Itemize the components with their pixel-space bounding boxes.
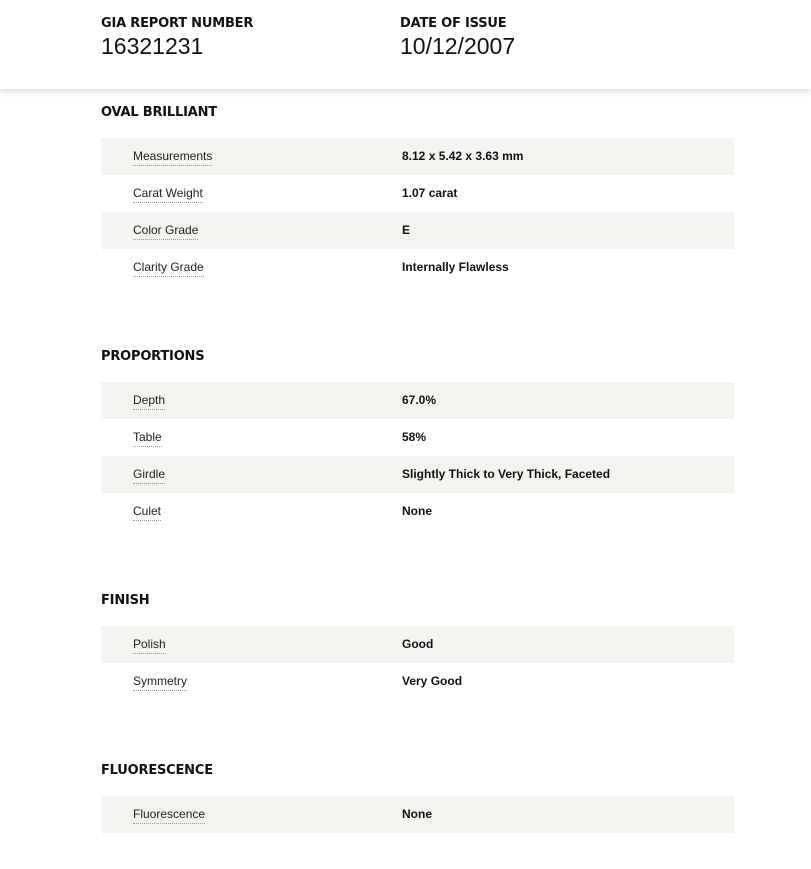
row-value: Internally Flawless xyxy=(402,260,509,274)
row-value: Good xyxy=(402,637,434,651)
row-label[interactable]: Depth xyxy=(133,393,165,410)
table-row xyxy=(101,456,734,493)
row-label[interactable]: Carat Weight xyxy=(133,186,203,203)
row-label[interactable]: Girdle xyxy=(133,467,165,484)
section-title-fluorescence: FLUORESCENCE xyxy=(101,763,213,778)
row-value: Very Good xyxy=(402,674,463,688)
table-row xyxy=(101,663,734,700)
row-value: None xyxy=(402,807,432,821)
row-label[interactable]: Culet xyxy=(133,504,161,521)
table-row xyxy=(101,212,734,249)
row-value: Slightly Thick to Very Thick, Faceted xyxy=(402,467,611,481)
table-row xyxy=(101,493,734,530)
table-row xyxy=(101,382,734,419)
row-label[interactable]: Polish xyxy=(133,637,166,654)
row-label[interactable]: Table xyxy=(133,430,162,447)
table-row xyxy=(101,626,734,663)
table-row xyxy=(101,175,734,212)
report-header xyxy=(0,0,811,89)
row-label[interactable]: Clarity Grade xyxy=(133,260,204,277)
report-number-block xyxy=(101,15,253,59)
row-label[interactable]: Fluorescence xyxy=(133,807,205,824)
section-proportions-rows xyxy=(101,382,734,530)
section-title-finish: FINISH xyxy=(101,593,150,608)
table-row xyxy=(101,419,734,456)
date-of-issue-block xyxy=(400,15,515,59)
row-value: E xyxy=(402,223,411,237)
row-value: 67.0% xyxy=(402,393,437,407)
row-label[interactable]: Measurements xyxy=(133,149,212,166)
section-finish-rows xyxy=(101,626,734,700)
section-title-shape: OVAL BRILLIANT xyxy=(101,105,217,120)
row-label[interactable]: Color Grade xyxy=(133,223,198,240)
table-row xyxy=(101,138,734,175)
report-number-label: GIA REPORT NUMBER xyxy=(101,16,254,31)
section-title-proportions: PROPORTIONS xyxy=(101,349,205,364)
table-row xyxy=(101,249,734,286)
row-value: 8.12 x 5.42 x 3.63 mm xyxy=(402,149,524,163)
date-of-issue-value: 10/12/2007 xyxy=(400,33,516,59)
row-value: None xyxy=(402,504,432,518)
row-value: 1.07 carat xyxy=(402,186,458,200)
section-fluorescence-rows xyxy=(101,796,734,833)
row-value: 58% xyxy=(402,430,427,444)
date-of-issue-label: DATE OF ISSUE xyxy=(400,16,507,31)
row-label[interactable]: Symmetry xyxy=(133,674,187,691)
table-row xyxy=(101,796,734,833)
report-number-value: 16321231 xyxy=(101,33,204,59)
section-shape-rows xyxy=(101,138,734,286)
